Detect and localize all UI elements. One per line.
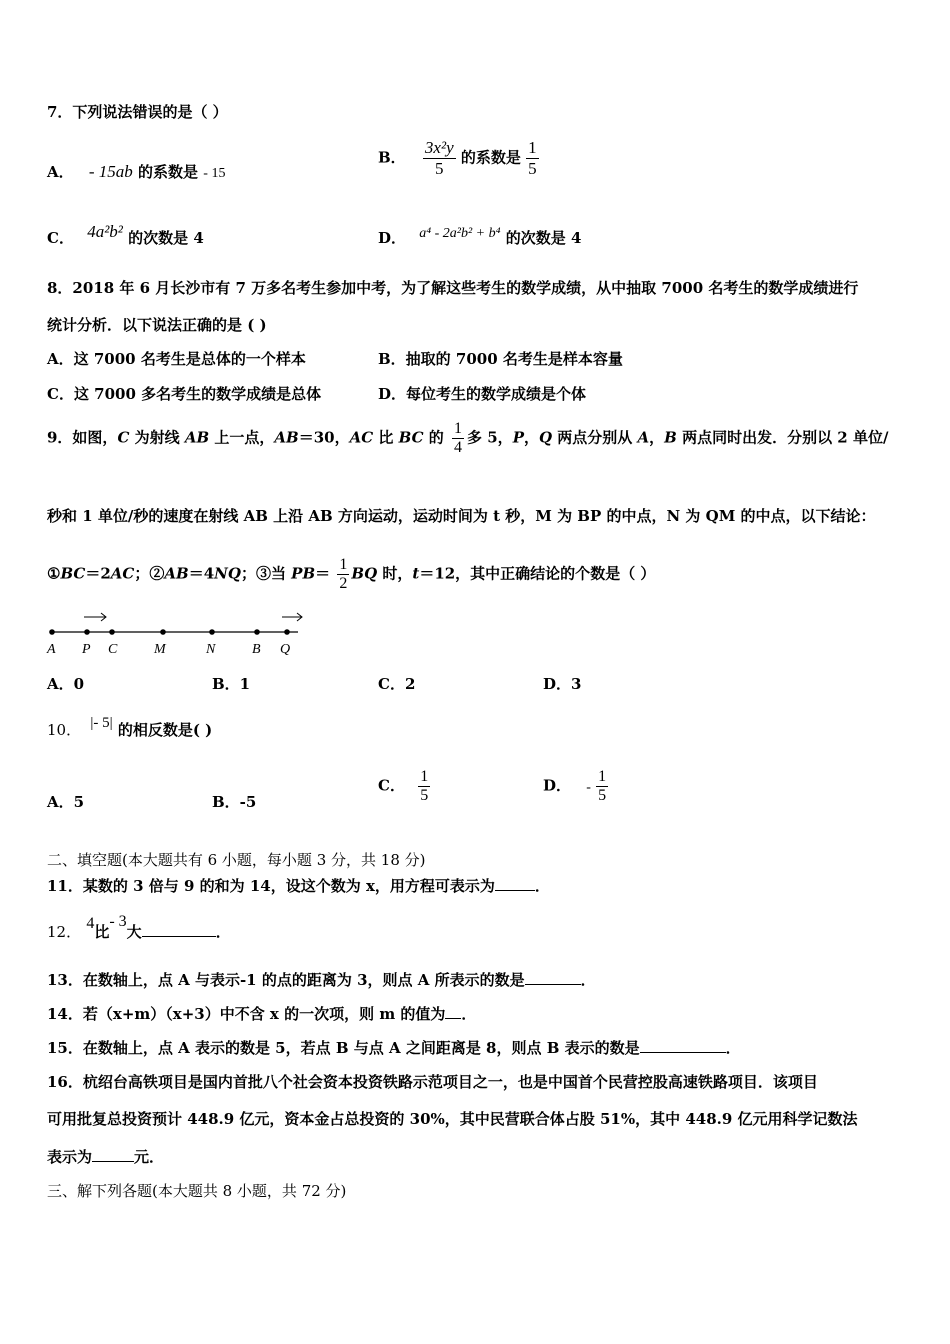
point-n-label: N [206,642,216,657]
q14: 14．若（x+m）（x+3）中不含 x 的一次项，则 m 的值为 ． [47,1005,477,1023]
answer-blank [445,1018,461,1019]
point-q-label: Q [280,642,291,657]
q7-option-b: B． $\frac{\text{3x²y}}{5}$ 的系数是 $\frac{1}{5}$ [378,138,537,178]
point-p-label: P [82,642,91,657]
q10-option-b: B．-5 [212,793,257,811]
point-b-label: B [252,642,261,657]
q8-option-a: A．这 7000 名考生是总体的一个样本 [47,350,306,368]
q16-line1: 16．杭绍台高铁项目是国内首批八个社会资本投资铁路示范项目之一，也是中国首个民营控股高速铁路项目．该项目 [47,1073,818,1091]
answer-blank [495,890,535,891]
q15: 15．在数轴上，点 A 表示的数是 5，若点 B 与点 A 之间距离是 8，则点 B 表示的数是 ． [47,1039,741,1057]
fraction: $\frac{1}{5}$ [598,768,607,804]
q9-option-b: B．1 [212,675,251,693]
point-m-label: M [154,642,166,657]
fraction: $\frac{1}{5}$ [420,768,429,804]
q10-option-c: C． $\frac{1}{5}$ [378,768,429,804]
q9-line2: 秒和 1 单位/秒的速度在射线 AB 上沿 AB 方向运动，运动时间为 t 秒，M 为 BP 的中点，N 为 QM 的中点，以下结论： [47,507,876,525]
answer-blank [92,1161,134,1162]
point-c-dot [109,629,115,635]
q10-stem: 10． |- 5| 的相反数是( ) [47,715,213,739]
q9-conclusions: ①BC＝2AC；②AB＝4NQ；③当 PB＝ $\frac{1}{2}$ BQ 时，t＝12，其中正确结论的个数是（ ） [47,556,656,592]
q7-option-c: C． 4a²b² 的次数是 4 [47,222,204,247]
answer-blank [525,984,581,985]
q9-option-c: C．2 [378,675,416,693]
point-b-dot [254,629,260,635]
section-3-heading: 三、解下列各题(本大题共 8 小题，共 72 分) [47,1182,347,1200]
q8-line1: 8．2018 年 6 月长沙市有 7 万多名考生参加中考，为了解这些考生的数学成绩，从中抽取 7000 名考生的数学成绩进行 [47,279,859,297]
answer-blank [640,1052,726,1053]
q8-line2: 统计分析．以下说法正确的是 ( ) [47,316,267,334]
q9-line1: 9．如图，C 为射线 AB 上一点，AB＝30，AC 比 BC 的 $\frac{1}{4}$ 多 5，P，Q 两点分别从 A，B 两点同时出发．分别以 2 单位/ [47,420,889,456]
q16-line3: 表示为 元． [47,1148,165,1166]
q7-option-a: A． - 15ab 的系数是 - 15 [47,162,226,181]
q11: 11．某数的 3 倍与 9 的和为 14，设这个数为 x，用方程可表示为 ． [47,877,550,895]
fraction: $\frac{\text{3x²y}}{5}$ [424,138,454,178]
point-n-dot [209,629,215,635]
point-q-dot [284,629,290,635]
q13: 13．在数轴上，点 A 与表示-1 的点的距离为 3，则点 A 所表示的数是 ． [47,971,596,989]
q10-option-a: A．5 [47,793,85,811]
fraction-quarter: $\frac{1}{4}$ [454,420,463,456]
q12: 12． 4比- 3大 ． [47,913,231,941]
arrow-q [282,613,302,621]
section-2-heading: 二、填空题(本大题共有 6 小题，每小题 3 分，共 18 分) [47,851,426,869]
fraction: $\frac{1}{5}$ [528,138,537,178]
point-p-dot [84,629,90,635]
q7-stem: 7．下列说法错误的是（ ） [47,103,228,121]
q16-line2: 可用批复总投资预计 448.9 亿元，资本金占总投资的 30%，其中民营联合体占股 51%，其中 448.9 亿元用科学记数法 [47,1110,858,1128]
point-m-dot [160,629,166,635]
arrow-p [84,613,106,621]
point-c-label: C [108,642,118,657]
q8-option-c: C．这 7000 多名考生的数学成绩是总体 [47,385,322,403]
point-a-label: A [47,642,56,657]
number-line-diagram [40,608,320,660]
q9-option-d: D．3 [543,675,582,693]
q8-option-b: B．抽取的 7000 名考生是样本容量 [378,350,623,368]
answer-blank [142,936,216,937]
q9-option-a: A．0 [47,675,85,693]
point-a-dot [49,629,55,635]
q10-option-d: D． - $\frac{1}{5}$ [543,768,607,804]
q8-option-d: D．每位考生的数学成绩是个体 [378,385,587,403]
fraction-half: $\frac{1}{2}$ [339,556,348,592]
q7-option-d: D． a⁴ - 2a²b² + b⁴ 的次数是 4 [378,226,582,247]
